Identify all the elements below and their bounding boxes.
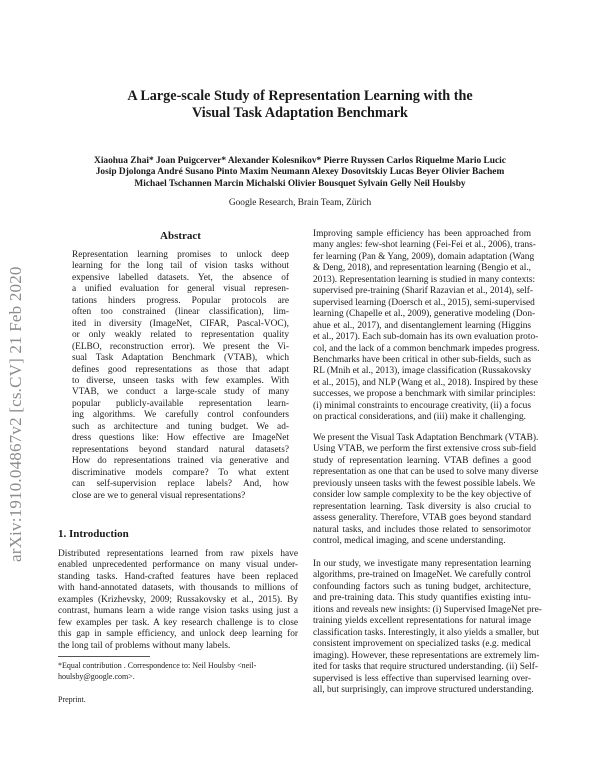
paragraph-line: assess generality. Therefore, VTAB goes beyond standard [313, 513, 531, 524]
introduction-body [58, 549, 298, 652]
paragraph-line: imaging). However, these representations are extremely lim- [313, 650, 540, 661]
abstract-line: dress questions like: How effective are ImageNet [72, 433, 289, 444]
paragraph-line: representation learning. Task diversity is also crucial to [313, 501, 531, 512]
footnote-rule [58, 656, 150, 657]
abstract-line: learning for the long tail of vision tasks without [72, 261, 289, 272]
paragraph-line: with hand-annotated datasets, with thousands to millions of [58, 583, 298, 594]
author-line: Michael Tschannen Marcin Michalski Olivier Bousquet Sylvain Gelly Neil Houlsby [134, 178, 466, 189]
title-line: A Large-scale Study of Representation Learning with the [127, 88, 473, 104]
paragraph-line: all, but surprisingly, can improve structured understanding. [313, 684, 534, 695]
paragraph-line: supervised is less effective than supervised learning over- [313, 673, 531, 684]
abstract-line: sual Task Adaptation Benchmark (VTAB), which [72, 353, 289, 364]
introduction-heading: 1. Introduction [58, 528, 129, 540]
paragraph-line: and pre-training data. This study quantifies existing intu- [313, 593, 531, 604]
paragraph-line: et al., 2015), and NLP (Wang et al., 2018). Inspired by these [313, 377, 538, 388]
abstract-line: How do representations trained via generative and [72, 456, 289, 467]
paragraph-line: confounding factors such as tuning budget, architecture, [313, 581, 531, 592]
abstract-line: to diverse, unseen tasks with few examples. With [72, 375, 289, 386]
abstract-line: Representation learning promises to unlock deep [72, 250, 289, 260]
abstract-line: VTAB, we conduct a large-scale study of many [72, 387, 289, 398]
abstract-body [72, 250, 289, 502]
paragraph-line: Benchmarks have been critical in other sub-fields, such as [313, 354, 531, 365]
paragraph-line: this gap in sample efficiency, and unlock deep learning for [58, 629, 298, 640]
abstract-line: tations hinders progress. Popular protocols are [72, 295, 289, 306]
abstract-line: representations beyond standard natural datasets? [72, 444, 289, 455]
paragraph-line: supervised pre-training (Sharif Razavian et al., 2014), self- [313, 286, 534, 297]
paragraph-line: training yields excellent representations for natural image [313, 616, 531, 627]
author-line: Josip Djolonga André Susano Pinto Maxim Neumann Alexey Dosovitskiy Lucas Beyer Olivier Bachem [95, 167, 505, 178]
abstract-line: can self-supervision replace labels? And, how [72, 479, 289, 490]
footnote-line: *Equal contribution . Correspondence to: Neil Houlsby <neil- [58, 661, 257, 670]
abstract-line: a unified evaluation for general visual represen- [72, 284, 289, 295]
arxiv-identifier: arXiv:1910.04867v2 [cs.CV] 21 Feb 2020 [6, 266, 25, 562]
paragraph-line: consistent improvement on specialized tasks (e.g. medical [313, 639, 531, 650]
paragraph-line: successes, we propose a benchmark with similar principles: [313, 389, 536, 400]
title-line: Visual Task Adaptation Benchmark [192, 105, 408, 121]
abstract-line: such as architecture and tuning budget. We ad- [72, 421, 289, 432]
paragraph-line: natural tasks, and includes those related to sensorimotor [313, 524, 531, 535]
abstract-line: close are we to general visual representations? [72, 490, 246, 501]
paragraph-line: Improving sample efficiency has been approached from [313, 229, 531, 239]
paragraph-line: col, and the lack of a common benchmark impedes progress. [313, 343, 540, 354]
paragraph-line: few examples per task. A key research challenge is to close [58, 617, 298, 628]
footnote-line: houlsby@google.com>. [58, 671, 135, 681]
abstract-line: ing algorithms. We carefully control confounders [72, 410, 289, 421]
paragraph-line: consider low sample complexity to be the key objective of [313, 490, 532, 501]
abstract-line: defines good representations as those that adapt [72, 364, 289, 375]
paragraph-line: We present the Visual Task Adaptation Benchmark (VTAB). [313, 433, 539, 443]
abstract-line: often too constrained (linear classification), lim- [72, 307, 289, 318]
paragraph-line: supervised learning (Doersch et al., 2015), semi-supervised [313, 297, 535, 308]
paragraph-line: control, medical imaging, and scene understanding. [313, 536, 506, 547]
paragraph-line: Using VTAB, we perform the first extensive cross sub-field [313, 444, 537, 455]
paper-title [60, 88, 540, 122]
paragraph-line: et al., 2017). Each sub-domain has its own evaluation proto- [313, 332, 539, 343]
paragraph-line: learning (Chapelle et al., 2009), generative modeling (Don- [313, 309, 536, 320]
abstract-line: discriminative models compare? To what extent [72, 467, 289, 478]
paragraph-line: 2013). Representation learning is studied in many contexts: [313, 274, 536, 285]
paragraph-line: standing tasks. Hand-crafted features have been replaced [58, 571, 298, 582]
paragraph-line: fer learning (Pan & Yang, 2009), domain adaptation (Wang [313, 251, 535, 262]
paragraph-line: Distributed representations learned from raw pixels have [58, 549, 298, 559]
paragraph-line: algorithms, pre-trained on ImageNet. We carefully control [313, 570, 531, 581]
paragraph-line: on practical considerations, and (iii) make it challenging. [313, 412, 527, 423]
paragraph-line: representation as one that can be used to solve many diverse [313, 467, 539, 478]
paragraph-line: study of representation learning. VTAB defines a good [313, 455, 531, 466]
intro-paragraph-right-1 [313, 229, 540, 424]
paragraph-line: contrast, humans learn a wide range vision tasks using just a [58, 606, 298, 617]
paragraph-line: the long tail of problems without many labels. [58, 640, 231, 651]
paragraph-line: examples (Krizhevsky, 2009; Russakovsky et al., 2015). By [58, 594, 298, 605]
abstract-line: expensive labelled datasets. Yet, the absence of [72, 272, 289, 283]
paragraph-line: ited for tasks that require structured understanding. (ii) Self- [313, 662, 538, 673]
paragraph-line: previously unseen tasks with the fewest possible labels. We [313, 478, 535, 489]
author-list [60, 156, 540, 190]
paragraph-line: In our study, we investigate many representation learning [313, 559, 531, 569]
paragraph-line: RL (Mnih et al., 2013), image classification (Russakovsky [313, 366, 532, 377]
author-line: Xiaohua Zhai* Joan Puigcerver* Alexander Kolesnikov* Pierre Ruyssen Carlos Riquelme Mario Lucic [94, 156, 506, 166]
abstract-line: popular publicly-available representation learn- [72, 398, 289, 409]
abstract-line: ited in diversity (ImageNet, CIFAR, Pascal-VOC), [72, 318, 289, 329]
abstract-heading: Abstract [160, 230, 201, 242]
affiliation: Google Research, Brain Team, Zürich [228, 198, 372, 208]
paragraph-line: itions and reveals new insights: (i) Supervised ImageNet pre- [313, 604, 542, 615]
paragraph-line: enabled unprecedented performance on many visual under- [58, 560, 298, 571]
abstract-line: (ELBO, reconstruction error). We present the Vi- [72, 341, 289, 352]
paragraph-line: classification tasks. Interestingly, it also yields a smaller, but [313, 627, 540, 638]
intro-paragraph-right-2 [313, 433, 539, 548]
paragraph-line: (i) minimal constraints to encourage creativity, (ii) a focus [313, 400, 531, 411]
paragraph-line: & Deng, 2018), and representation learning (Bengio et al., [313, 263, 531, 274]
intro-paragraph-right-3 [313, 559, 542, 696]
paragraph-line: ahue et al., 2017), and disentanglement learning (Higgins [313, 320, 531, 331]
paragraph-line: many angles: few-shot learning (Fei-Fei et al., 2006), trans- [313, 240, 536, 251]
footnote [58, 661, 298, 682]
abstract-line: or only weakly related to representation quality [72, 330, 289, 341]
preprint-note: Preprint. [58, 695, 86, 704]
